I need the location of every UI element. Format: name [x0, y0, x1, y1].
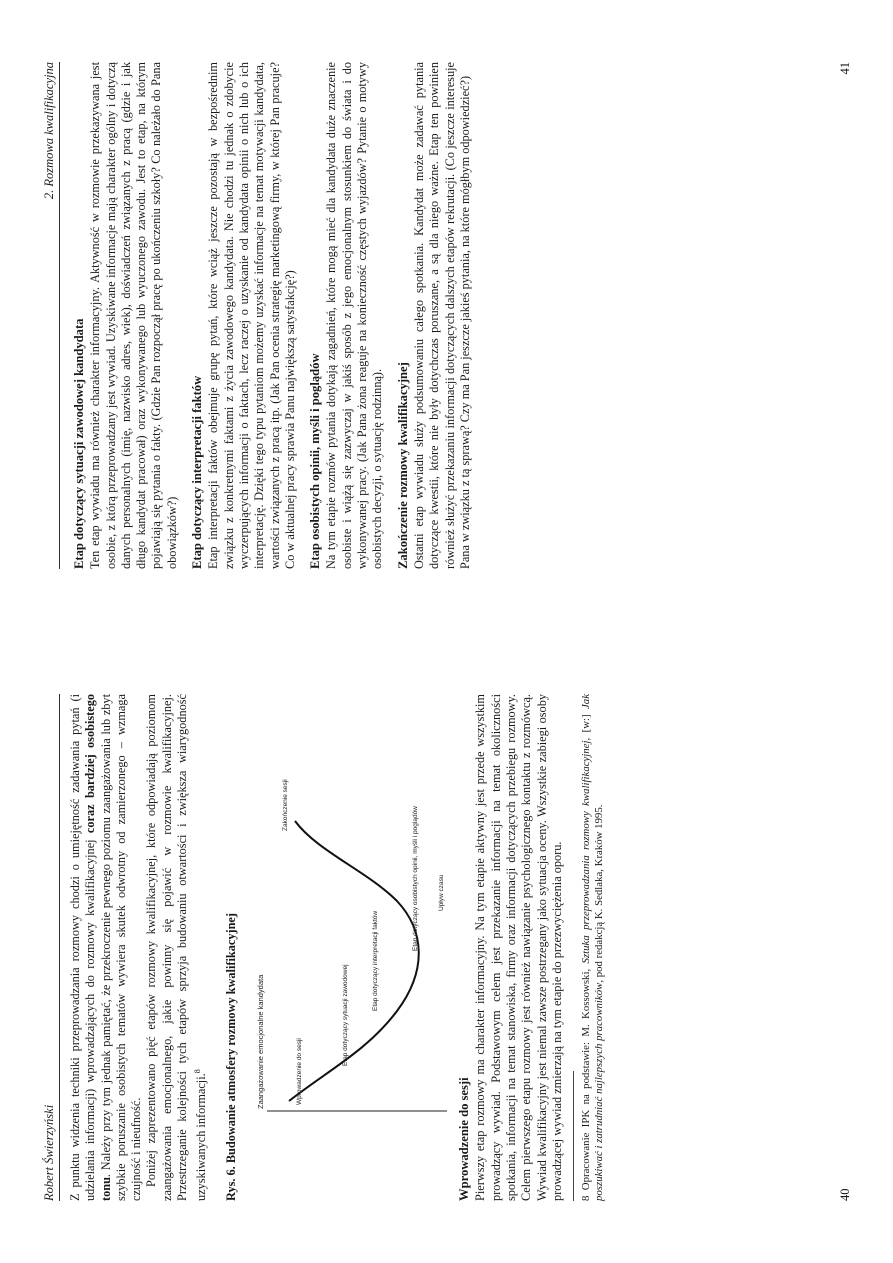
engagement-diagram: [247, 694, 447, 1201]
figure-title: Rys. 6. Budowanie atmosfery rozmowy kwalifikacyjnej: [223, 913, 238, 1201]
section-heading-opinions: Etap osobistych opinii, myśli i poglądów: [308, 353, 323, 569]
engagement-figure: [247, 694, 447, 1201]
stage-label-work: Etap dotyczący sytuacji zawodowej: [342, 964, 350, 1066]
section-text-end: Ostatni etap wywiadu służy podsumowaniu całego spotkania. Kandydat może zadawać pytania dotyczące kwestii, które nie były dotychczas poruszane, a są dla niego ważne. Etap ten powinien również służyć przekazaniu informacji dotyczących dalszych etapów rekrutacji. (Co jeszcze interesuje Pana w związku z tą sprawą? Czy ma Pan jeszcze jakieś pytania, na które mógłbym odpowiedzieć?): [411, 62, 472, 569]
left-page: [0, 632, 893, 1263]
header-chapter: 2. Rozmowa kwalifikacyjna: [42, 62, 56, 200]
section-text-opinions: Na tym etapie rozmów pytania dotykają zagadnień, które mogą mieć dla kandydata duże znaczenie osobiste i wiążą się zazwyczaj w jakiś sposób z jego emocjonalnym stosunkiem do świata i do wykonywanej pracy. (Jak Pana żona reaguje na konieczność częstych wyjazdów? Pytanie o motywy osobistych decyzji, o sytuację rodzinną).: [324, 62, 385, 569]
header-author: Robert Świerzyński: [42, 1104, 56, 1201]
section-text-work: Ten etap wywiadu ma również charakter informacyjny. Aktywność w rozmowie przekazywana jest osobie, z którą przeprowadzany jest wywiad. Uzyskiwane informacje mają charakter ogólny i dotyczą danych personalnych (imię, nazwisko adres, wiek), doświadczeń związanych z pracą (gdzie i jak długo kandydat pracował) oraz wykonywanego lub wyuczonego zawodu. Jest to etap, na którym pojawiają się pytania o fakty. (Gdzie Pan rozpoczął pracę po ukończeniu szkoły? Co należało do Pana obowiązków?): [88, 62, 179, 569]
engagement-curve: [289, 821, 419, 1101]
right-page-header: [42, 62, 60, 569]
intro-paragraph-1: Z punktu widzenia techniki przeprowadzania rozmowy chodzi o umiejętność zadawania pytań (i udzielania informacji) wprowadzających do rozmowy kwalifikacyjnej coraz bardziej osobistego tonu. Należy przy tym jednak pamiętać, że przekroczenie pewnego poziomu zaangażowania lub zbyt szybkie poruszanie osobistych tematów wywiera skutek odwrotny od zamierzonego – wzmaga czujność i nieufność.: [68, 694, 144, 1201]
stage-label-intro: Wprowadzenie do sesji: [296, 1038, 304, 1105]
footnote-ref: 8: [193, 1069, 203, 1074]
page-number: 40: [838, 1188, 852, 1201]
stage-label-opinions: Etap dotyczący osobistych opinii, myśli i poglądów: [412, 806, 420, 951]
right-page-content: [68, 62, 473, 569]
y-axis-label: Zaangażowanie emocjonalne kandydata: [256, 974, 266, 1109]
footnote: 8 Opracowanie IPK na podstawie: M. Kossowski, Sztuka przeprowadzania rozmowy kwalifikacyjnej, [w:] Jak poszukiwać i zatrudniać najlepszych pracowników, pod redakcją K. Sedlaka, Kraków 1995.: [580, 694, 606, 1201]
left-page-content: [68, 694, 606, 1201]
left-page-header: [42, 694, 60, 1201]
section-heading-intro: Wprowadzenie do sesji: [457, 1077, 472, 1201]
stage-label-facts: Etap dotyczący interpretacji faktów: [372, 910, 380, 1011]
stage-label-end: Zakończenie sesji: [282, 779, 290, 831]
intro-paragraph-2: Poniżej zaprezentowano pięć etapów rozmowy kwalifikacyjnej, które odpowiadają poziomom zaangażowania emocjonalnego, jakie powinny się pojawić w rozmowie kwalifikacyjnej. Przestrzeganie kolejności tych etapów sprzyja budowaniu otwartości i zwiększa wiarygodność uzyskiwanych informacji.$^8$: [144, 694, 209, 1201]
section-heading-end: Zakończenie rozmowy kwalifikacyjnej: [395, 362, 410, 569]
section-heading-work: Etap dotyczący sytuacji zawodowej kandydata: [72, 318, 86, 569]
x-axis-label: Upływ czasu: [438, 874, 446, 911]
page-number: 41: [838, 62, 852, 75]
section-heading-facts: Etap dotyczący interpretacji faktów: [190, 375, 205, 569]
footnote-divider: [573, 1071, 574, 1201]
right-page: [0, 0, 893, 631]
section-text-facts: Etap interpretacji faktów obejmuje grupę pytań, które wciąż jeszcze pozostają w bezpośrednim związku z konkretnymi faktami z życia zawodowego kandydata. Nie chodzi tu jednak o zdobycie wyczerpujących informacji o faktach, lecz raczej o uzyskanie od kandydata opinii o nich lub o ich interpretację. Dzięki tego typu pytaniom możemy uzyskać informacje na temat motywacji kandydata, wartości związanych z pracą itp. (Jak Pan ocenia strategię marketingową firmy, w której Pan pracuje? Co w aktualnej pracy sprawia Panu największą satysfakcję?): [206, 62, 297, 569]
section-text-intro: Pierwszy etap rozmowy ma charakter informacyjny. Na tym etapie aktywny jest przede wszystkim prowadzący wywiad. Podstawowym celem jest przekazanie informacji na temat okoliczności spotkania, informacji na temat stanowiska, firmy oraz informacji dotyczących przebiegu rozmowy. Celem pierwszego etapu rozmowy jest również nawiązanie psychologicznego kontaktu z rozmówcą. Wywiad kwalifikacyjny jest niemal zawsze postrzegany jako sytuacja oceny. Wszystkie zabiegi osoby prowadzącej wywiad zmierzają na tym etapie do przezwyciężenia oporu.: [473, 694, 564, 1201]
